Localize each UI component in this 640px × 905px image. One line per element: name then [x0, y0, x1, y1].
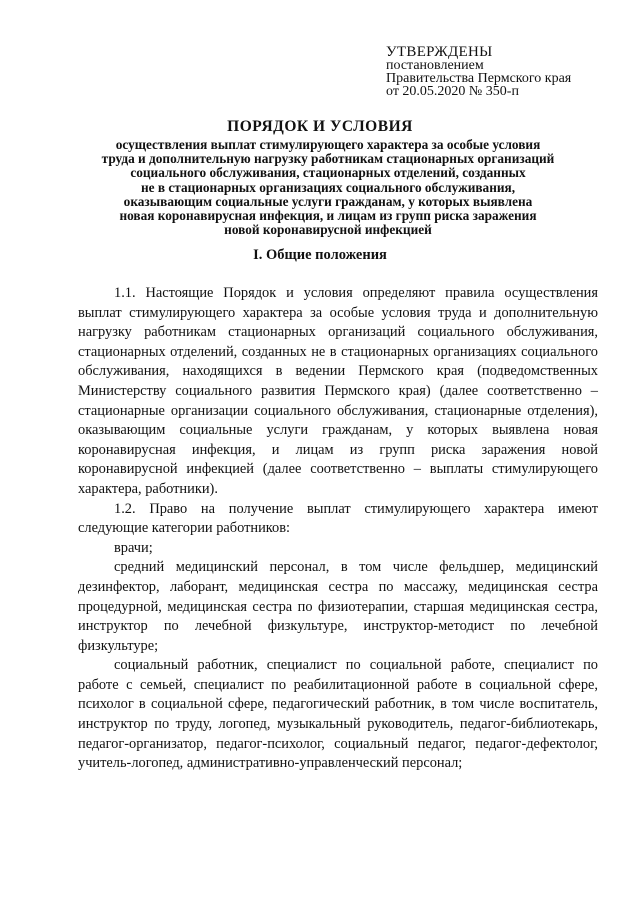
section-heading: I. Общие положения — [253, 247, 387, 263]
paragraph-medical-staff: средний медицинский персонал, в том числе фельдшер, медицинский дезинфектор, лаборант, медицинская сестра по массажу, медицинская сестра процедурной, медицинская сестра по физиотерапии, старшая медицинская сестра, инструктор по лечебной физкультуре, инструктор-методист по лечебной физкультуре; — [78, 559, 598, 654]
document-title: ПОРЯДОК И УСЛОВИЯ — [227, 118, 413, 135]
approval-line-1: постановлением — [386, 58, 484, 73]
subtitle-line: новой коронавирусной инфекцией — [224, 222, 432, 238]
paragraph-social-staff: социальный работник, специалист по социальной работе, специалист по работе с семьей, специалист по реабилитационной работе в социальной сфере, психолог в социальной сфере, педагогический работник, в том числе воспитатель, инструктор по труду, логопед, музыкальный руководитель, педагог-библиотекарь, педагог-организатор, педагог-психолог, социальный педагог, педагог-дефектолог, учитель-логопед, административно-управленческий персонал; — [78, 657, 598, 772]
subtitle-line: оказывающим социальные услуги гражданам, у которых выявлена — [123, 193, 533, 209]
subtitle-line: труда и дополнительную нагрузку работникам стационарных организаций — [101, 151, 555, 167]
document-body — [78, 284, 598, 774]
approval-line-2: Правительства Пермского края — [386, 71, 572, 86]
subtitle-line: не в стационарных организациях социального обслуживания, — [140, 179, 516, 195]
paragraph-1-1: 1.1. Настоящие Порядок и условия определяют правила осуществления выплат стимулирующего характера за особые условия труда и дополнительную нагрузку работникам стационарных организаций социального обслуживания, стационарных отделений, созданных не в стационарных организациях социального обслуживания, находящихся в ведении Пермского края (подведомственных Министерству социального развития Пермского края) (далее соответственно – стационарные организации социального обслуживания, стационарные отделения), оказывающим социальные услуги гражданам, у которых выявлена новая коронавирусная инфекция, и лицам из групп риска заражения новой коронавирусной инфекцией (далее соответственно – выплаты стимулирующего характера, работники). — [78, 285, 598, 497]
approval-heading: УТВЕРЖДЕНЫ — [386, 44, 493, 60]
approval-line-3: от 20.05.2020 № 350-п — [386, 84, 519, 99]
approval-stamp — [386, 46, 616, 98]
document-subtitle — [78, 138, 578, 237]
paragraph-doctors: врачи; — [114, 539, 153, 556]
subtitle-line: осуществления выплат стимулирующего характера за особые условия — [115, 137, 541, 152]
paragraph-1-2: 1.2. Право на получение выплат стимулирующего характера имеют следующие категории работников: — [78, 500, 598, 537]
subtitle-line: социального обслуживания, стационарных отделений, созданных — [130, 165, 526, 181]
subtitle-line: новая коронавирусная инфекция, и лицам из групп риска заражения — [119, 208, 537, 224]
